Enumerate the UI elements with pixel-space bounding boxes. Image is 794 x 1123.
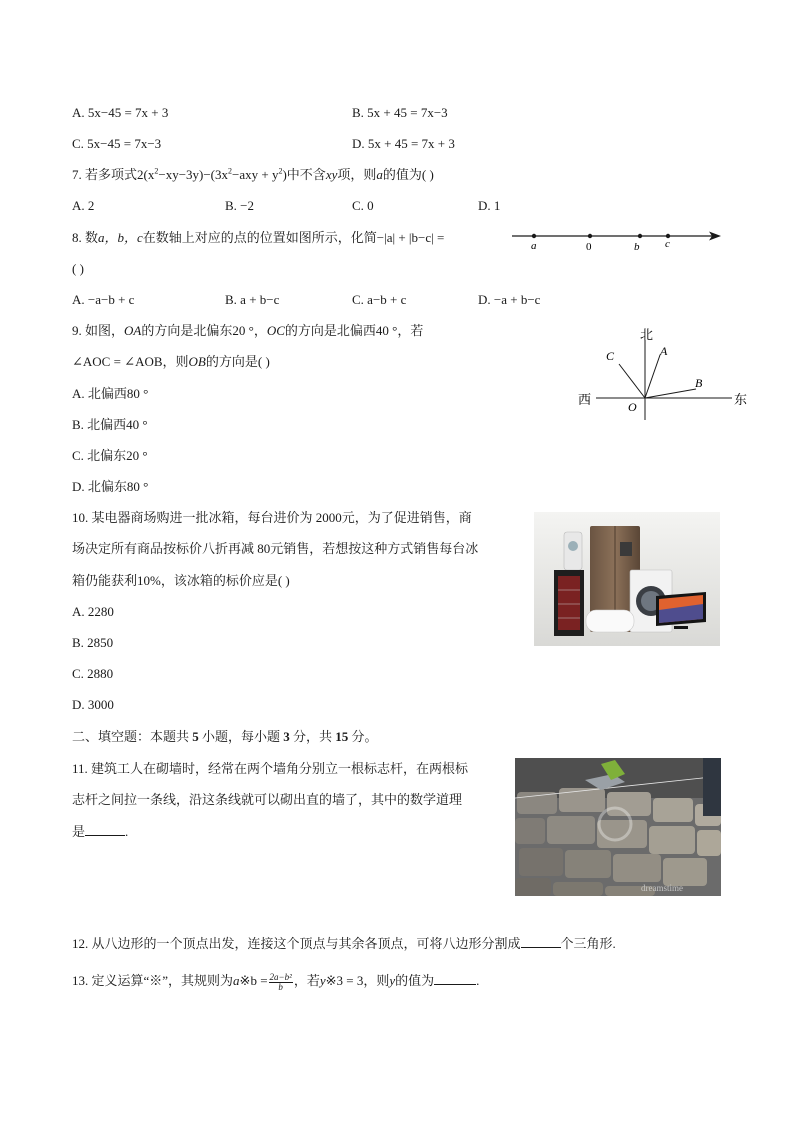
label-0: 0 — [586, 241, 592, 253]
q7-stem: 7. 若多项式$2(x^2-xy-3y)-(3x^2-axy + y^2)$中不含xy项，则a的值为( ) — [72, 166, 434, 182]
q8-option-b: B. a + b−c — [225, 292, 280, 307]
q6-option-a: A. 5x−45 = 7x + 3 — [72, 105, 169, 120]
ray-oc — [619, 364, 645, 398]
q13-fraction: $\frac{\text{2a−b²}}{b}$ — [269, 971, 292, 992]
q9-option-d: D. 北偏东80 ° — [72, 479, 149, 494]
ray-oa — [645, 355, 660, 398]
q11-stem-line1: 11. 建筑工人在砌墙时，经常在两个墙角分别立一根标志杆，在两根标 — [72, 761, 469, 776]
brick-wall-image — [515, 758, 721, 896]
q9-option-c: C. 北偏东20 ° — [72, 448, 148, 463]
q9-option-b: B. 北偏西40 ° — [72, 417, 148, 432]
q8-paren: ( ) — [72, 261, 84, 276]
q10-stem-line1: 10. 某电器商场购进一批冰箱，每台进价为 2000元，为了促进销售，商 — [72, 510, 472, 525]
q9-option-a: A. 北偏西80 ° — [72, 386, 149, 401]
direction-figure — [572, 322, 752, 424]
q9-stem-line2: ∠AOC = ∠AOB，则OB的方向是( ) — [72, 354, 270, 369]
q10-option-c: C. 2880 — [72, 666, 114, 681]
q11-stem-line3: 是 . — [72, 824, 129, 839]
worker-leg — [703, 758, 721, 816]
water-heater — [586, 610, 634, 632]
q13-answer-blank — [434, 971, 476, 985]
section2-heading: 二、填空题：本题共 5 小题，每小题 3 分，共 15 分。 — [72, 729, 378, 744]
label-west: 西 — [578, 392, 592, 407]
label-b: B — [695, 376, 703, 390]
q7-option-c: C. 0 — [352, 198, 374, 213]
q12-stem: 12. 从八边形的一个顶点出发，连接这个顶点与其余各顶点，可将八边形分割成 个三角形. — [72, 936, 616, 951]
q10-stem-line3: 箱仍能获利10%，该冰箱的标价应是( ) — [72, 573, 290, 588]
q7-option-d: D. 1 — [478, 198, 501, 213]
label-b: b — [634, 241, 640, 253]
q7-option-b: B. −2 — [225, 198, 255, 213]
q8-option-a: A. −a−b + c — [72, 292, 135, 307]
appliances-image — [534, 512, 720, 646]
q7-option-a: A. 2 — [72, 198, 95, 213]
label-c: C — [606, 349, 615, 363]
label-a: A — [660, 344, 668, 358]
q10-option-d: D. 3000 — [72, 697, 114, 712]
point-a — [532, 234, 536, 238]
q8-option-d: D. −a + b−c — [478, 292, 541, 307]
wall-watermark: dreamstime — [641, 883, 683, 893]
ray-ob — [645, 389, 696, 398]
label-c: c — [665, 238, 670, 250]
q12-answer-blank — [521, 934, 561, 948]
label-o: O — [628, 400, 637, 414]
q8-stem: 8. 数a，b，c在数轴上对应的点的位置如图所示，化简−|a| + |b−c| = — [72, 230, 445, 245]
point-0 — [588, 234, 592, 238]
number-line-figure — [508, 226, 723, 254]
q10-stem-line2: 场决定所有商品按标价八折再减 80元销售，若想按这种方式销售每台冰 — [72, 541, 479, 556]
q10-option-b: B. 2850 — [72, 635, 114, 650]
q11-stem-line2: 志杆之间拉一条线，沿这条线就可以砌出直的墙了，其中的数学道理 — [72, 792, 463, 807]
q10-option-a: A. 2280 — [72, 604, 114, 619]
q6-option-c: C. 5x−45 = 7x−3 — [72, 136, 162, 151]
q6-option-b: B. 5x + 45 = 7x−3 — [352, 105, 448, 120]
label-east: 东 — [734, 392, 748, 407]
q8-option-c: C. a−b + c — [352, 292, 407, 307]
label-north: 北 — [640, 327, 654, 342]
point-b — [638, 234, 642, 238]
q11-answer-blank — [85, 822, 125, 836]
label-a: a — [531, 240, 537, 252]
q9-stem-line1: 9. 如图，OA的方向是北偏东20 °，OC的方向是北偏西40 °，若 — [72, 323, 424, 338]
q13-stem: 13. 定义运算“※”，其规则为a※b = $\frac{\text{2a−b²}}{b}$ ，若y※3 = 3，则y的值为 . — [72, 971, 480, 992]
q6-option-d: D. 5x + 45 = 7x + 3 — [352, 136, 455, 151]
